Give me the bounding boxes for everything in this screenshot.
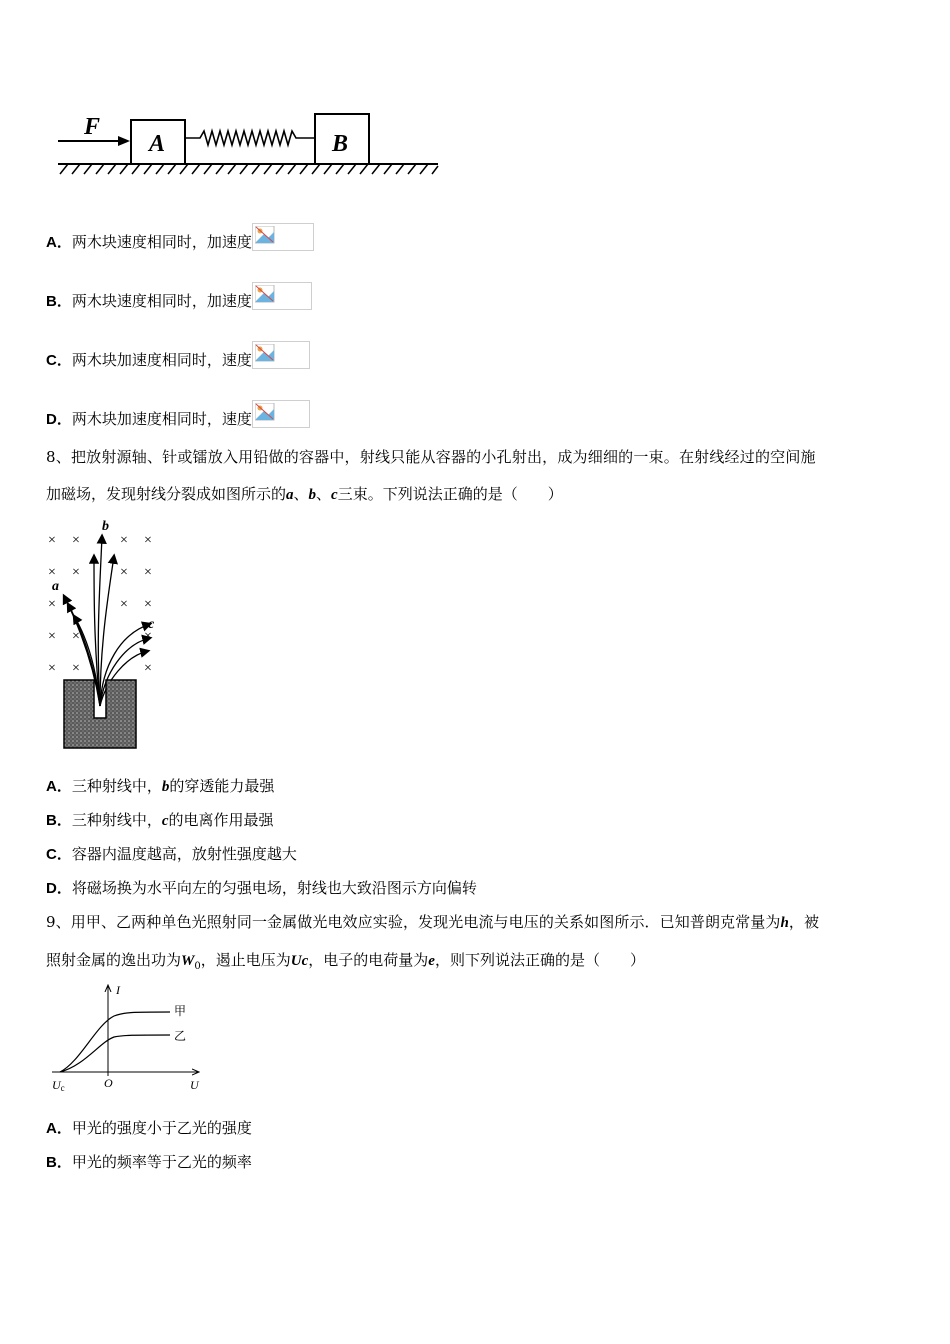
broken-image-icon: [252, 282, 312, 310]
svg-text:×: ×: [144, 629, 152, 644]
svg-text:×: ×: [48, 565, 56, 580]
svg-text:×: ×: [144, 661, 152, 676]
svg-text:×: ×: [48, 533, 56, 548]
svg-text:×: ×: [72, 533, 80, 548]
q8-stem-line2: 加磁场，发现射线分裂成如图所示的a、b、c三束。下列说法正确的是（ ）: [46, 485, 563, 503]
origin-label: O: [104, 1076, 113, 1090]
svg-text:×: ×: [120, 565, 128, 580]
q7-option-b: B．两木块速度相同时，加速度: [46, 282, 312, 312]
radiation-figure: [44, 516, 166, 752]
svg-text:×: ×: [120, 533, 128, 548]
broken-image-icon: [252, 223, 314, 251]
broken-image-icon: [252, 341, 310, 369]
q7-option-a: A．两木块速度相同时，加速度: [46, 223, 314, 253]
spring-blocks-figure: [50, 108, 445, 180]
photoelectric-graph: [44, 980, 214, 1095]
svg-text:×: ×: [144, 597, 152, 612]
axis-x-label: U: [190, 1078, 199, 1092]
broken-image-icon: [252, 400, 310, 428]
svg-text:×: ×: [144, 565, 152, 580]
curve-jia-label: 甲: [174, 1004, 187, 1018]
q7-option-d: D．两木块加速度相同时，速度: [46, 400, 310, 430]
ray-b-label: b: [102, 519, 109, 534]
force-label: F: [84, 114, 101, 140]
q8-stem-line1: 8、把放射源轴、针或镭放入用铅做的容器中，射线只能从容器的小孔射出，成为细细的一束。在射线经过的空间施: [46, 448, 816, 466]
magnetic-field-marks: [48, 533, 152, 676]
q7-option-c: C．两木块加速度相同时，速度: [46, 341, 310, 371]
svg-text:×: ×: [48, 597, 56, 612]
svg-text:×: ×: [48, 661, 56, 676]
q8-option-a: A．三种射线中，b的穿透能力最强: [46, 777, 275, 795]
block-a-label: A: [149, 131, 166, 157]
axis-y-label: I: [116, 983, 120, 997]
q9-option-a: A．甲光的强度小于乙光的强度: [46, 1119, 252, 1137]
svg-text:×: ×: [144, 533, 152, 548]
ray-c-label: c: [148, 617, 155, 632]
svg-text:×: ×: [72, 661, 80, 676]
q9-option-b: B．甲光的频率等于乙光的频率: [46, 1153, 252, 1171]
q8-option-d: D．将磁场换为水平向左的匀强电场，射线也大致沿图示方向偏转: [46, 879, 477, 897]
svg-text:×: ×: [72, 565, 80, 580]
curve-yi: [60, 1035, 170, 1072]
q8-option-b: B．三种射线中，c的电离作用最强: [46, 811, 274, 829]
svg-text:×: ×: [72, 629, 80, 644]
uc-label: Uc: [52, 1078, 65, 1093]
curve-jia: [60, 1012, 170, 1072]
q9-stem-line1: 9、用甲、乙两种单色光照射同一金属做光电效应实验，发现光电流与电压的关系如图所示．已知普朗克常量为h，被: [46, 913, 820, 931]
svg-text:×: ×: [48, 629, 56, 644]
block-b-label: B: [332, 131, 349, 157]
q9-stem-line2: 照射金属的逸出功为$W_0$，遏止电压为Uc，电子的电荷量为e，则下列说法正确的是（ ）: [46, 951, 645, 972]
curve-yi-label: 乙: [174, 1029, 187, 1043]
svg-text:×: ×: [120, 597, 128, 612]
ray-a-label: a: [52, 579, 59, 594]
q8-option-c: C．容器内温度越高，放射性强度越大: [46, 845, 297, 863]
